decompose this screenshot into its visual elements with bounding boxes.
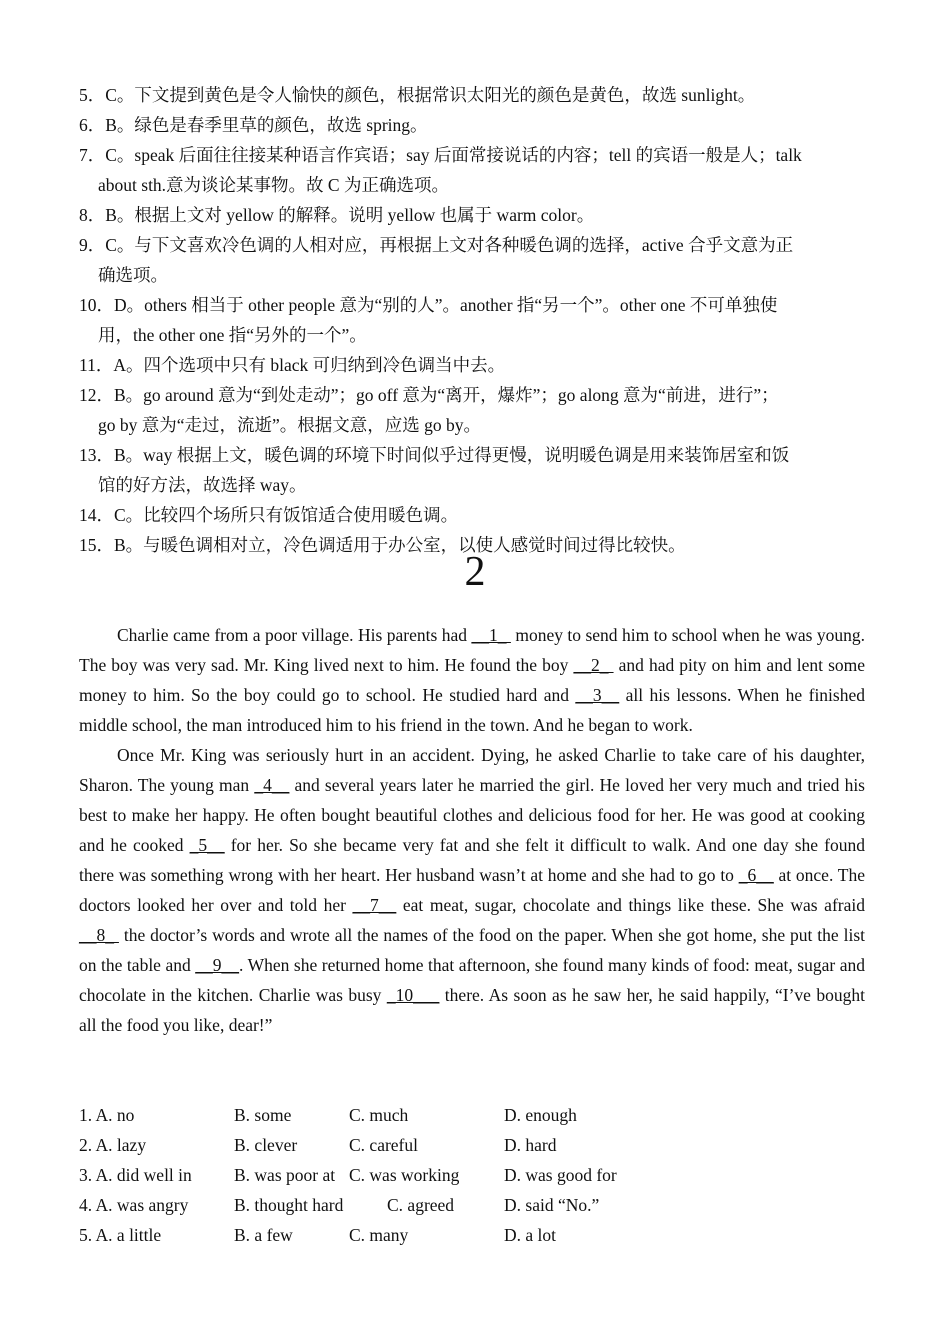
answer-line: 8．B。根据上文对 yellow 的解释。说明 yellow 也属于 warm color。 bbox=[79, 205, 595, 225]
option-a: 2. A. lazy bbox=[79, 1135, 147, 1155]
option-b: B. thought hard bbox=[234, 1195, 344, 1215]
blank-3: __3__ bbox=[575, 685, 620, 705]
answer-item bbox=[79, 110, 865, 140]
blank-10: _10___ bbox=[386, 985, 440, 1005]
answer-explanations bbox=[79, 80, 865, 560]
passage-text: money to send him to school when he was young. The boy was very sad. Mr. King lived next to him. He found the boy bbox=[79, 625, 865, 675]
option-row bbox=[79, 1100, 865, 1130]
answer-line: 11．A。四个选项中只有 black 可归纳到冷色调当中去。 bbox=[79, 355, 506, 375]
blank-4: _4__ bbox=[254, 775, 290, 795]
passage-text: Charlie came from a poor village. His parents had bbox=[117, 625, 472, 645]
option-d: D. enough bbox=[504, 1105, 577, 1125]
option-c: C. agreed bbox=[387, 1195, 455, 1215]
option-row bbox=[79, 1130, 865, 1160]
blank-1: __1_ bbox=[471, 625, 511, 645]
passage-paragraph-1 bbox=[79, 620, 865, 740]
answer-line: about sth.意为谈论某事物。故 C 为正确选项。 bbox=[98, 175, 449, 195]
option-c: C. careful bbox=[349, 1135, 418, 1155]
answer-item bbox=[79, 380, 865, 440]
option-row bbox=[79, 1190, 865, 1220]
answer-line: go by 意为“走过，流逝”。根据文意，应选 go by。 bbox=[98, 415, 482, 435]
blank-2: __2_ bbox=[573, 655, 614, 675]
passage-text: for her. So she became very fat and she felt it difficult to walk. And one day she found there was something wrong with her heart. Her husband wasn’t at home and she had to go to bbox=[79, 835, 866, 885]
option-a: 4. A. was angry bbox=[79, 1195, 189, 1215]
option-d: D. said “No.” bbox=[504, 1195, 600, 1215]
answer-item bbox=[79, 140, 865, 200]
option-c: C. many bbox=[349, 1225, 409, 1245]
cloze-passage bbox=[79, 620, 865, 1040]
blank-8: __8_ bbox=[79, 925, 119, 945]
passage-text: the doctor’s words and wrote all the names of the food on the paper. When she got home, she put the list on the table and bbox=[79, 925, 865, 975]
option-b: B. a few bbox=[234, 1225, 293, 1245]
answer-line: 12．B。go around 意为“到处走动”；go off 意为“离开，爆炸”；go along 意为“前进，进行”； bbox=[79, 385, 779, 405]
answer-item bbox=[79, 230, 865, 290]
blank-5: _5__ bbox=[189, 835, 225, 855]
answer-line: 14．C。比较四个场所只有饭馆适合使用暖色调。 bbox=[79, 505, 459, 525]
answer-item bbox=[79, 290, 865, 350]
option-d: D. hard bbox=[504, 1135, 557, 1155]
option-d: D. a lot bbox=[504, 1225, 557, 1245]
blank-9: __9__ bbox=[195, 955, 240, 975]
answer-line: 馆的好方法，故选择 way。 bbox=[98, 475, 307, 495]
passage-text: and several years later he married the girl. He loved her very much and tried his best to make her happy. He often bought beautiful clothes and delicious food for her. He was good at cooking and he cooked bbox=[79, 775, 865, 855]
answer-item bbox=[79, 500, 865, 530]
passage-text: all his lessons. When he finished middle school, the man introduced him to his friend in the town. And he began to work. bbox=[79, 685, 865, 735]
answer-line: 13．B。way 根据上文，暖色调的环境下时间似乎过得更慢，说明暖色调是用来装饰居室和饭 bbox=[79, 445, 790, 465]
blank-7: __7__ bbox=[352, 895, 397, 915]
passage-text: and had pity on him and lent some money to him. So the boy could go to school. He studied hard and bbox=[79, 655, 866, 705]
blank-6: _6__ bbox=[738, 865, 774, 885]
option-a: 3. A. did well in bbox=[79, 1165, 192, 1185]
answer-item bbox=[79, 350, 865, 380]
option-c: C. much bbox=[349, 1105, 409, 1125]
answer-item bbox=[79, 80, 865, 110]
option-row bbox=[79, 1160, 865, 1190]
passage-text: . When she returned home that afternoon, she found many kinds of food: meat, sugar and chocolate in the kitchen. Charlie was busy bbox=[79, 955, 866, 1005]
option-a: 1. A. no bbox=[79, 1105, 135, 1125]
answer-line: 15．B。与暖色调相对立，冷色调适用于办公室，以使人感觉时间过得比较快。 bbox=[79, 535, 686, 555]
answer-options bbox=[79, 1100, 865, 1250]
passage-text: eat meat, sugar, chocolate and things like these. She was afraid bbox=[396, 895, 865, 915]
option-row bbox=[79, 1220, 865, 1250]
answer-line: 10．D。others 相当于 other people 意为“别的人”。another 指“另一个”。other one 不可单独使 bbox=[79, 295, 778, 315]
section-number: 2 bbox=[464, 549, 486, 595]
option-b: B. was poor at bbox=[234, 1165, 336, 1185]
answer-line: 5．C。下文提到黄色是令人愉快的颜色，根据常识太阳光的颜色是黄色，故选 sunlight。 bbox=[79, 85, 756, 105]
option-b: B. some bbox=[234, 1105, 292, 1125]
answer-line: 9．C。与下文喜欢冷色调的人相对应，再根据上文对各种暖色调的选择，active 合乎文意为正 bbox=[79, 235, 794, 255]
option-c: C. was working bbox=[349, 1165, 460, 1185]
answer-item bbox=[79, 440, 865, 500]
answer-line: 用，the other one 指“另外的一个”。 bbox=[98, 325, 367, 345]
answer-line: 6．B。绿色是春季里草的颜色，故选 spring。 bbox=[79, 115, 428, 135]
answer-item bbox=[79, 200, 865, 230]
passage-text: Once Mr. King was seriously hurt in an accident. Dying, he asked Charlie to take care of his daughter, Sharon. The young man bbox=[79, 745, 865, 795]
option-b: B. clever bbox=[234, 1135, 298, 1155]
passage-paragraph-2 bbox=[79, 740, 865, 1040]
answer-line: 确选项。 bbox=[98, 265, 168, 285]
option-d: D. was good for bbox=[504, 1165, 617, 1185]
option-a: 5. A. a little bbox=[79, 1225, 162, 1245]
passage-text: at once. The doctors looked her over and told her bbox=[79, 865, 865, 915]
passage-text: there. As soon as he saw her, he said happily, “I’ve bought all the food you like, dear!” bbox=[79, 985, 865, 1035]
answer-line: 7．C。speak 后面往往接某种语言作宾语；say 后面常接说话的内容；tell 的宾语一般是人；talk bbox=[79, 145, 802, 165]
